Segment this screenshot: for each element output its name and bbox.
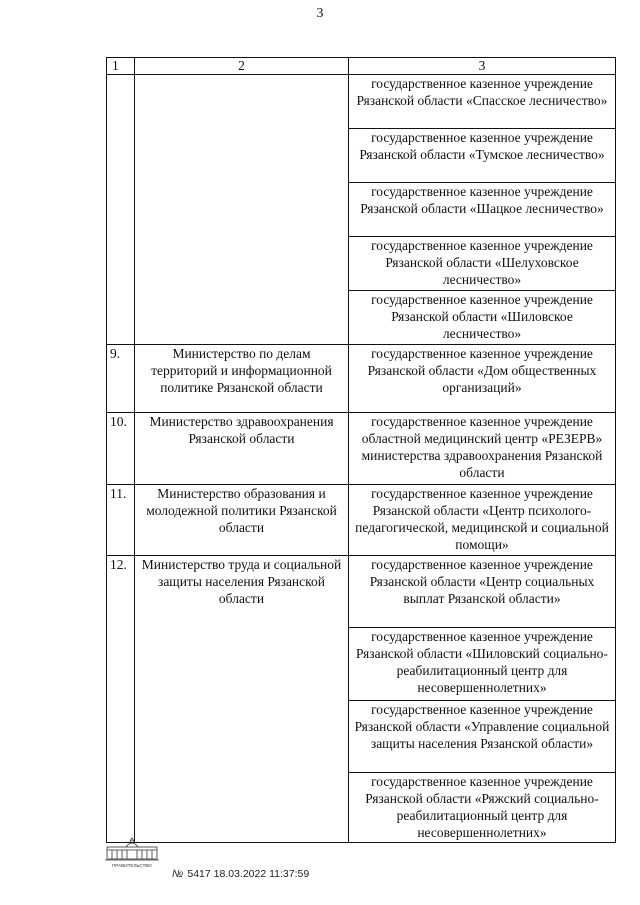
government-building-icon — [104, 835, 160, 871]
page-number: 3 — [316, 6, 324, 21]
institution-name: государственное казенное учреждение Рязанской области «Шелуховское лесничество» — [349, 237, 616, 291]
stamp-text: 5417 18.03.2022 11:37:59 — [187, 868, 310, 880]
row-number: 9. — [107, 345, 135, 413]
table-row — [107, 556, 616, 628]
number-symbol: № — [172, 868, 184, 880]
table-row — [107, 75, 616, 129]
row-number: 11. — [107, 485, 135, 556]
header-col-3: 3 — [349, 58, 616, 75]
row-number: 12. — [107, 556, 135, 843]
table-header-row — [107, 58, 616, 75]
institution-name: государственное казенное учреждение Рязанской области «Управление социальной защиты населения Рязанской области» — [349, 701, 616, 773]
ministry-name: Министерство образования и молодежной политики Рязанской области — [135, 485, 349, 556]
ministry-name: Министерство по делам территорий и информационной политике Рязанской области — [135, 345, 349, 413]
document-stamp — [172, 868, 309, 880]
header-col-1: 1 — [107, 58, 135, 75]
row-number: 10. — [107, 413, 135, 485]
ministry-name: Министерство труда и социальной защиты населения Рязанской области — [135, 556, 349, 843]
table-row — [107, 345, 616, 413]
ministry-name: Министерство здравоохранения Рязанской области — [135, 413, 349, 485]
institution-name: государственное казенное учреждение Рязанской области «Спасское лесничество» — [349, 75, 616, 129]
institution-name: государственное казенное учреждение Рязанской области «Шиловский социально-реабилитационный центр для несовершеннолетних» — [349, 628, 616, 701]
ministry-name — [135, 75, 349, 345]
institution-name: государственное казенное учреждение Рязанской области «Тумское лесничество» — [349, 129, 616, 183]
table-row — [107, 413, 616, 485]
institution-name: государственное казенное учреждение Рязанской области «Центр социальных выплат Рязанской области» — [349, 556, 616, 628]
institution-name: государственное казенное учреждение областной медицинский центр «РЕЗЕРВ» министерства здравоохранения Рязанской области — [349, 413, 616, 485]
institution-name: государственное казенное учреждение Рязанской области «Центр психолого-педагогической, медицинской и социальной помощи» — [349, 485, 616, 556]
institution-name: государственное казенное учреждение Рязанской области «Шацкое лесничество» — [349, 183, 616, 237]
header-col-2: 2 — [135, 58, 349, 75]
institutions-table — [106, 57, 616, 843]
institution-name: государственное казенное учреждение Рязанской области «Дом общественных организаций» — [349, 345, 616, 413]
institution-name: государственное казенное учреждение Рязанской области «Ряжский социально-реабилитационный центр для несовершеннолетних» — [349, 773, 616, 843]
table-row — [107, 485, 616, 556]
institution-name: государственное казенное учреждение Рязанской области «Шиловское лесничество» — [349, 291, 616, 345]
logo-text: ПРАВИТЕЛЬСТВО — [112, 863, 152, 868]
row-number — [107, 75, 135, 345]
